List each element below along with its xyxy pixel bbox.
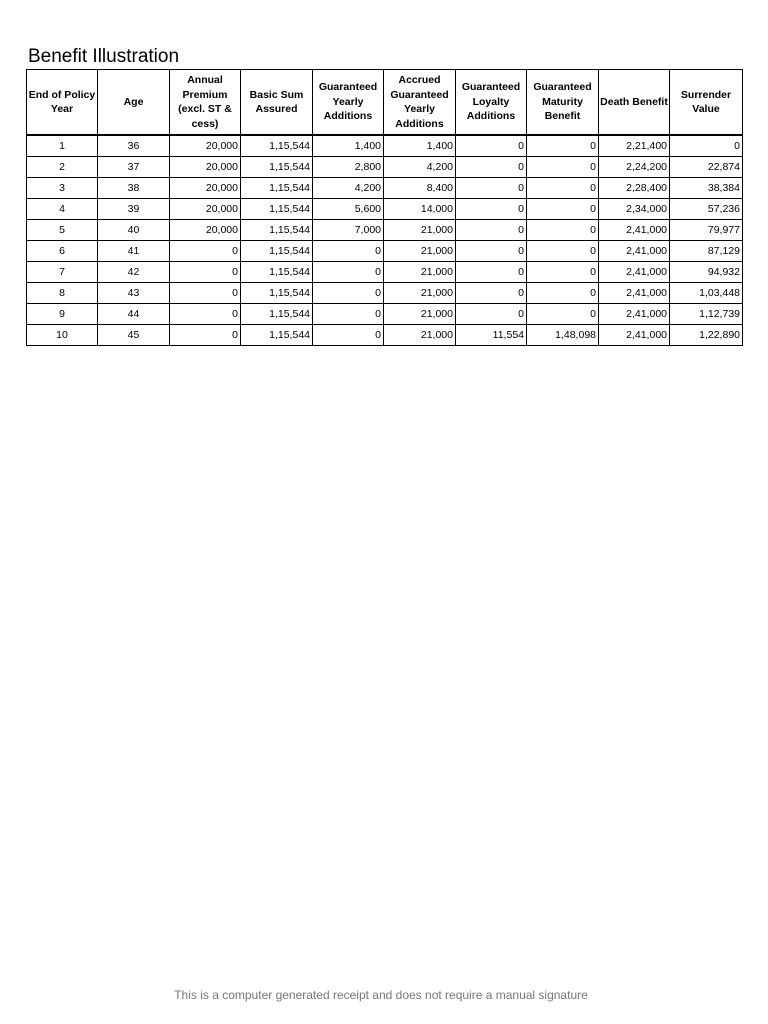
cell-guaranteed-loyalty-additions: 0 bbox=[456, 304, 527, 325]
cell-surrender-value: 22,874 bbox=[670, 157, 743, 178]
cell-guaranteed-loyalty-additions: 0 bbox=[456, 178, 527, 199]
cell-accrued-guaranteed-yearly-additions: 21,000 bbox=[384, 220, 456, 241]
cell-guaranteed-maturity-benefit: 0 bbox=[527, 262, 599, 283]
table-row bbox=[27, 262, 743, 283]
cell-guaranteed-yearly-additions: 0 bbox=[313, 325, 384, 346]
cell-guaranteed-maturity-benefit: 0 bbox=[527, 241, 599, 262]
cell-basic-sum-assured: 1,15,544 bbox=[241, 135, 313, 157]
cell-basic-sum-assured: 1,15,544 bbox=[241, 262, 313, 283]
cell-death-benefit: 2,41,000 bbox=[599, 304, 670, 325]
cell-guaranteed-yearly-additions: 2,800 bbox=[313, 157, 384, 178]
header-end-of-policy-year: End of Policy Year bbox=[27, 70, 98, 136]
cell-death-benefit: 2,41,000 bbox=[599, 283, 670, 304]
cell-guaranteed-maturity-benefit: 0 bbox=[527, 199, 599, 220]
cell-accrued-guaranteed-yearly-additions: 21,000 bbox=[384, 304, 456, 325]
cell-guaranteed-yearly-additions: 0 bbox=[313, 304, 384, 325]
cell-surrender-value: 87,129 bbox=[670, 241, 743, 262]
cell-guaranteed-maturity-benefit: 0 bbox=[527, 157, 599, 178]
cell-death-benefit: 2,41,000 bbox=[599, 241, 670, 262]
cell-age: 42 bbox=[98, 262, 170, 283]
cell-guaranteed-loyalty-additions: 0 bbox=[456, 241, 527, 262]
header-death-benefit: Death Benefit bbox=[599, 70, 670, 136]
cell-policy-year: 6 bbox=[27, 241, 98, 262]
cell-annual-premium: 0 bbox=[170, 262, 241, 283]
cell-annual-premium: 0 bbox=[170, 241, 241, 262]
cell-basic-sum-assured: 1,15,544 bbox=[241, 304, 313, 325]
cell-basic-sum-assured: 1,15,544 bbox=[241, 157, 313, 178]
cell-guaranteed-loyalty-additions: 0 bbox=[456, 135, 527, 157]
cell-guaranteed-maturity-benefit: 0 bbox=[527, 135, 599, 157]
cell-guaranteed-yearly-additions: 5,600 bbox=[313, 199, 384, 220]
table-row bbox=[27, 157, 743, 178]
cell-surrender-value: 94,932 bbox=[670, 262, 743, 283]
cell-policy-year: 10 bbox=[27, 325, 98, 346]
header-annual-premium: Annual Premium (excl. ST & cess) bbox=[170, 70, 241, 136]
cell-policy-year: 7 bbox=[27, 262, 98, 283]
cell-guaranteed-yearly-additions: 0 bbox=[313, 283, 384, 304]
cell-age: 36 bbox=[98, 135, 170, 157]
cell-guaranteed-loyalty-additions: 0 bbox=[456, 283, 527, 304]
cell-death-benefit: 2,28,400 bbox=[599, 178, 670, 199]
cell-annual-premium: 20,000 bbox=[170, 178, 241, 199]
cell-basic-sum-assured: 1,15,544 bbox=[241, 220, 313, 241]
cell-surrender-value: 79,977 bbox=[670, 220, 743, 241]
cell-guaranteed-yearly-additions: 1,400 bbox=[313, 135, 384, 157]
table-row bbox=[27, 178, 743, 199]
cell-basic-sum-assured: 1,15,544 bbox=[241, 241, 313, 262]
header-surrender-value: Surrender Value bbox=[670, 70, 743, 136]
cell-surrender-value: 1,22,890 bbox=[670, 325, 743, 346]
cell-age: 41 bbox=[98, 241, 170, 262]
cell-age: 39 bbox=[98, 199, 170, 220]
cell-guaranteed-loyalty-additions: 0 bbox=[456, 220, 527, 241]
cell-guaranteed-yearly-additions: 0 bbox=[313, 262, 384, 283]
cell-annual-premium: 20,000 bbox=[170, 157, 241, 178]
cell-guaranteed-loyalty-additions: 11,554 bbox=[456, 325, 527, 346]
cell-age: 40 bbox=[98, 220, 170, 241]
cell-guaranteed-yearly-additions: 0 bbox=[313, 241, 384, 262]
cell-guaranteed-maturity-benefit: 0 bbox=[527, 304, 599, 325]
cell-guaranteed-maturity-benefit: 0 bbox=[527, 283, 599, 304]
cell-policy-year: 8 bbox=[27, 283, 98, 304]
cell-age: 44 bbox=[98, 304, 170, 325]
cell-policy-year: 4 bbox=[27, 199, 98, 220]
cell-policy-year: 5 bbox=[27, 220, 98, 241]
cell-guaranteed-loyalty-additions: 0 bbox=[456, 262, 527, 283]
cell-guaranteed-maturity-benefit: 0 bbox=[527, 220, 599, 241]
cell-accrued-guaranteed-yearly-additions: 14,000 bbox=[384, 199, 456, 220]
header-accrued-guaranteed-yearly-additions: Accrued Guaranteed Yearly Additions bbox=[384, 70, 456, 136]
cell-death-benefit: 2,41,000 bbox=[599, 220, 670, 241]
header-age: Age bbox=[98, 70, 170, 136]
cell-annual-premium: 0 bbox=[170, 304, 241, 325]
cell-surrender-value: 38,384 bbox=[670, 178, 743, 199]
table-row bbox=[27, 325, 743, 346]
cell-death-benefit: 2,41,000 bbox=[599, 262, 670, 283]
table-row bbox=[27, 241, 743, 262]
cell-accrued-guaranteed-yearly-additions: 1,400 bbox=[384, 135, 456, 157]
cell-guaranteed-yearly-additions: 7,000 bbox=[313, 220, 384, 241]
cell-death-benefit: 2,24,200 bbox=[599, 157, 670, 178]
cell-basic-sum-assured: 1,15,544 bbox=[241, 178, 313, 199]
cell-annual-premium: 20,000 bbox=[170, 199, 241, 220]
cell-annual-premium: 0 bbox=[170, 325, 241, 346]
cell-policy-year: 1 bbox=[27, 135, 98, 157]
cell-policy-year: 3 bbox=[27, 178, 98, 199]
cell-basic-sum-assured: 1,15,544 bbox=[241, 325, 313, 346]
header-guaranteed-maturity-benefit: Guaranteed Maturity Benefit bbox=[527, 70, 599, 136]
cell-guaranteed-maturity-benefit: 0 bbox=[527, 178, 599, 199]
cell-accrued-guaranteed-yearly-additions: 8,400 bbox=[384, 178, 456, 199]
table-row bbox=[27, 283, 743, 304]
cell-annual-premium: 20,000 bbox=[170, 220, 241, 241]
cell-surrender-value: 1,03,448 bbox=[670, 283, 743, 304]
cell-age: 45 bbox=[98, 325, 170, 346]
table-row bbox=[27, 220, 743, 241]
cell-surrender-value: 57,236 bbox=[670, 199, 743, 220]
cell-age: 43 bbox=[98, 283, 170, 304]
cell-guaranteed-loyalty-additions: 0 bbox=[456, 199, 527, 220]
cell-annual-premium: 0 bbox=[170, 283, 241, 304]
cell-guaranteed-yearly-additions: 4,200 bbox=[313, 178, 384, 199]
cell-basic-sum-assured: 1,15,544 bbox=[241, 283, 313, 304]
table-row bbox=[27, 135, 743, 157]
cell-age: 38 bbox=[98, 178, 170, 199]
table-header-row bbox=[27, 70, 743, 136]
header-guaranteed-yearly-additions: Guaranteed Yearly Additions bbox=[313, 70, 384, 136]
cell-surrender-value: 0 bbox=[670, 135, 743, 157]
cell-accrued-guaranteed-yearly-additions: 21,000 bbox=[384, 262, 456, 283]
cell-accrued-guaranteed-yearly-additions: 4,200 bbox=[384, 157, 456, 178]
cell-policy-year: 2 bbox=[27, 157, 98, 178]
cell-accrued-guaranteed-yearly-additions: 21,000 bbox=[384, 283, 456, 304]
table-row bbox=[27, 199, 743, 220]
table-row bbox=[27, 304, 743, 325]
cell-death-benefit: 2,41,000 bbox=[599, 325, 670, 346]
footer-note: This is a computer generated receipt and does not require a manual signature bbox=[174, 988, 588, 1002]
cell-death-benefit: 2,34,000 bbox=[599, 199, 670, 220]
cell-policy-year: 9 bbox=[27, 304, 98, 325]
cell-surrender-value: 1,12,739 bbox=[670, 304, 743, 325]
benefit-illustration-table bbox=[26, 69, 743, 346]
cell-accrued-guaranteed-yearly-additions: 21,000 bbox=[384, 241, 456, 262]
cell-age: 37 bbox=[98, 157, 170, 178]
cell-guaranteed-loyalty-additions: 0 bbox=[456, 157, 527, 178]
cell-death-benefit: 2,21,400 bbox=[599, 135, 670, 157]
cell-guaranteed-maturity-benefit: 1,48,098 bbox=[527, 325, 599, 346]
page-title: Benefit Illustration bbox=[28, 46, 180, 67]
cell-annual-premium: 20,000 bbox=[170, 135, 241, 157]
cell-accrued-guaranteed-yearly-additions: 21,000 bbox=[384, 325, 456, 346]
cell-basic-sum-assured: 1,15,544 bbox=[241, 199, 313, 220]
header-guaranteed-loyalty-additions: Guaranteed Loyalty Additions bbox=[456, 70, 527, 136]
header-basic-sum-assured: Basic Sum Assured bbox=[241, 70, 313, 136]
